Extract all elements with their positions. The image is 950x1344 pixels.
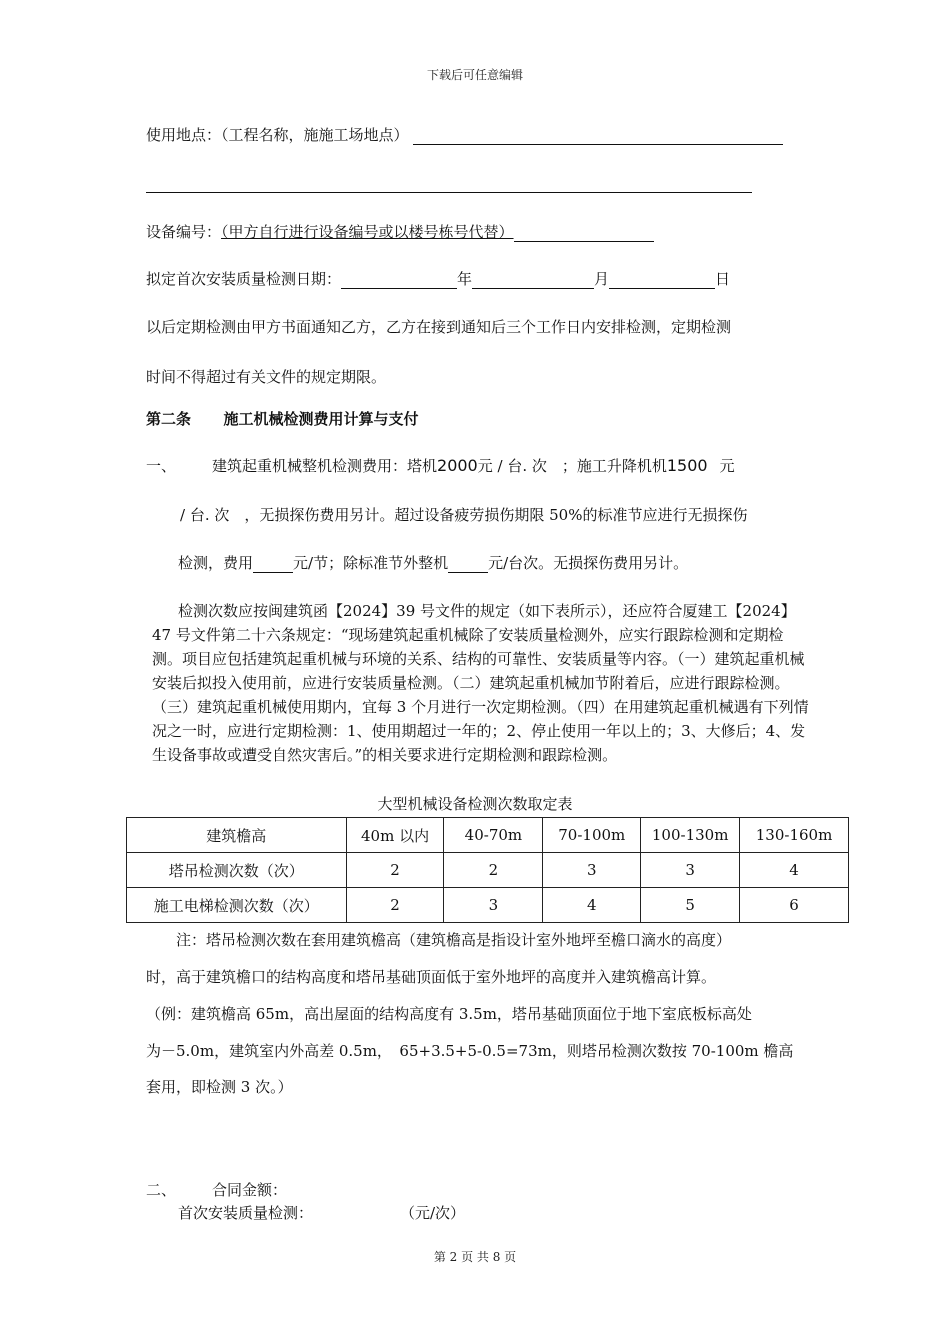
table-row bbox=[127, 888, 849, 923]
table-cell: 5 bbox=[641, 888, 740, 923]
item-2-num: 二、 bbox=[146, 1181, 177, 1199]
table-header-row bbox=[127, 818, 849, 853]
table-cell: 2 bbox=[444, 853, 543, 888]
item-1-text-a: 建筑起重机械整机检测费用：塔机 bbox=[212, 457, 438, 475]
table-cell: 4 bbox=[740, 853, 849, 888]
year-blank bbox=[341, 272, 457, 289]
table-cell: 2 bbox=[346, 888, 444, 923]
item-1-line-3 bbox=[178, 552, 688, 573]
item-1-num: 一、 bbox=[146, 457, 177, 475]
page-footer: 第 2 页 共 8 页 bbox=[433, 1250, 517, 1264]
note-line-1: 注：塔吊检测次数在套用建筑檐高（建筑檐高是指设计室外地坪至檐口滴水的高度） bbox=[176, 931, 732, 949]
note-line-5: 套用，即检测 3 次。） bbox=[146, 1078, 293, 1096]
item-1-line-1 bbox=[212, 455, 735, 476]
article-2-heading bbox=[146, 408, 419, 429]
note-line-3: （例：建筑檐高 65m，高出屋面的结构高度有 3.5m，塔吊基础顶面位于地下室底板标高处 bbox=[146, 1005, 752, 1023]
equipment-value: （甲方自行进行设备编号或以楼号栋号代替） bbox=[221, 223, 514, 241]
equipment-blank bbox=[514, 225, 654, 242]
section-fee-blank bbox=[253, 556, 293, 573]
table-cell: 塔吊检测次数（次） bbox=[127, 853, 347, 888]
table-cell: 4 bbox=[543, 888, 641, 923]
table-cell: 6 bbox=[740, 888, 849, 923]
regulation-paragraph: 检测次数应按闽建筑函【2024】39 号文件的规定（如下表所示），还应符合厦建工【2024】47 号文件第二十六条规定：“现场建筑起重机械除了安装质量检测外，应实行跟踪检测和定期检测。项目应包括建筑起重机械与环境的关系、结构的可靠性、安装质量等内容。（一）建筑起重机械安装后拟投入使用前，应进行安装质量检测。（二）建筑起重机械加节附着后，应进行跟踪检测。（三）建筑起重机械使用期内，宜每 3 个月进行一次定期检测。（四）在用建筑起重机械遇有下列情况之一时，应进行定期检测：1、使用期超过一年的；2、停止使用一年以上的；3、大修后；4、发生设备事故或遭受自然灾害后。”的相关要求进行定期检测和跟踪检测。 bbox=[152, 602, 809, 764]
equipment-row bbox=[146, 221, 654, 242]
article-2-title: 施工机械检测费用计算与支付 bbox=[223, 410, 419, 428]
table-header-cell: 100-130m bbox=[641, 818, 740, 853]
inspection-count-table bbox=[126, 817, 849, 923]
table-row bbox=[127, 853, 849, 888]
location-blank bbox=[413, 128, 783, 145]
item-1-text-c: 元 bbox=[719, 457, 735, 475]
year-label: 年 bbox=[457, 270, 473, 288]
table-header-cell: 40-70m bbox=[444, 818, 543, 853]
day-blank bbox=[609, 272, 715, 289]
tower-fee: 2000 bbox=[437, 456, 478, 475]
article-2-num: 第二条 bbox=[146, 410, 192, 428]
inspection-date-label: 拟定首次安装质量检测日期： bbox=[146, 270, 342, 288]
location-row bbox=[146, 124, 783, 145]
machine-fee-blank bbox=[448, 556, 488, 573]
table-cell: 施工电梯检测次数（次） bbox=[127, 888, 347, 923]
item-1-line-3-a: 检测，费用 bbox=[178, 554, 254, 572]
item-2-title: 合同金额： bbox=[212, 1181, 288, 1199]
table-header-cell: 建筑檐高 bbox=[127, 818, 347, 853]
item-1-text-b: 元 / 台. 次 ；施工升降机机 bbox=[477, 457, 667, 475]
item-1-line-3-b: 元/节；除标准节外整机 bbox=[293, 554, 449, 572]
table-cell: 3 bbox=[444, 888, 543, 923]
location-label: 使用地点：（工程名称，施施工场地点） bbox=[146, 126, 409, 144]
table-cell: 3 bbox=[543, 853, 641, 888]
note-line-4: 为－5.0m，建筑室内外高差 0.5m， 65+3.5+5-0.5=73m，则塔吊检测次数按 70-100m 檐高 bbox=[146, 1042, 794, 1060]
item-2-sub-unit: （元/次） bbox=[400, 1204, 466, 1222]
table-caption: 大型机械设备检测次数取定表 bbox=[377, 795, 573, 813]
item-2-sub-label: 首次安装质量检测： bbox=[178, 1204, 314, 1222]
month-label: 月 bbox=[594, 270, 610, 288]
month-blank bbox=[472, 272, 594, 289]
page-header: 下载后可任意编辑 bbox=[426, 68, 523, 82]
note-line-2: 时，高于建筑檐口的结构高度和塔吊基础顶面低于室外地坪的高度并入建筑檐高计算。 bbox=[146, 968, 717, 986]
item-1-line-3-c: 元/台次。无损探伤费用另计。 bbox=[488, 554, 689, 572]
table-header-cell: 70-100m bbox=[543, 818, 641, 853]
item-1-line-2: / 台. 次 ，无损探伤费用另计。超过设备疲劳损伤期限 50%的标准节应进行无损探伤 bbox=[180, 506, 748, 524]
periodic-line-2: 时间不得超过有关文件的规定期限。 bbox=[146, 368, 387, 386]
table-cell: 3 bbox=[641, 853, 740, 888]
day-label: 日 bbox=[715, 270, 731, 288]
table-cell: 2 bbox=[346, 853, 444, 888]
location-blank-2 bbox=[146, 176, 752, 193]
table-header-cell: 40m 以内 bbox=[346, 818, 444, 853]
inspection-date-row bbox=[146, 268, 730, 289]
table-header-cell: 130-160m bbox=[740, 818, 849, 853]
periodic-line-1: 以后定期检测由甲方书面通知乙方，乙方在接到通知后三个工作日内安排检测，定期检测 bbox=[146, 318, 732, 336]
lift-fee: 1500 bbox=[666, 456, 708, 475]
equipment-label: 设备编号： bbox=[146, 223, 222, 241]
